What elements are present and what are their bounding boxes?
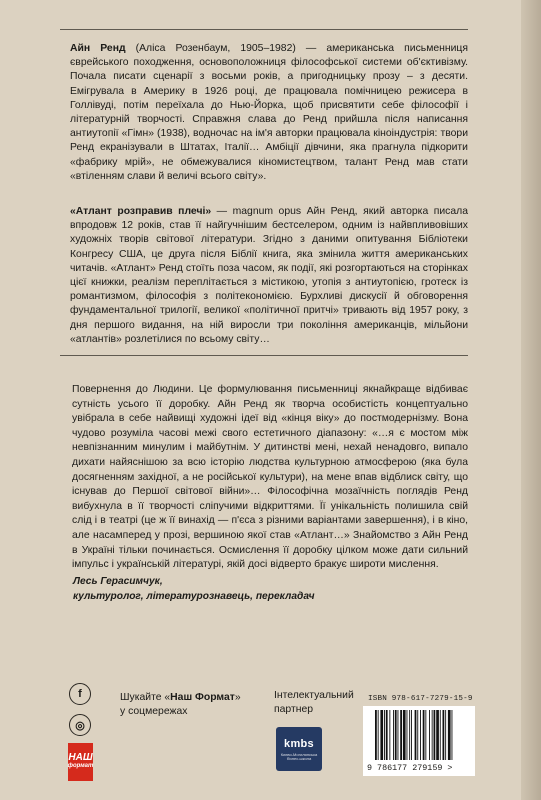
quote-author-role: культуролог, літературознавець, перекладач <box>73 591 315 602</box>
quote-author <box>73 574 315 604</box>
author-bio-paragraph <box>70 42 468 184</box>
critic-quote-text: Повернення до Людини. Це формулювання письменниці якнайкраще відбиває сутність усього її доробку. Айн Ренд як творча особистість концептуально увібрала в себе найвищі художні ідеї від «кінця віку» до постмодернізму. Вона чудово розуміла часові межі свого естетичного діапазону: «…я є мостом між невпізнанним минулим і майбутнім. У дитинстві мені, нехай ненадовго, випало дихати найяснішою за всю історію людства культурною атмосферою (яка була досягненням західної, а не російської культури), на мене впав відблиск світу, що існував до Першої світової війни»… Філософічна мозаїчність поглядів Ренд вибухнула в її творчості сліпучими відкриттями. Її унікальність полишила свій слід і в театрі (це ж її винахід — п'єса з різними варіантами завершення), і в кіно, але насамперед у прозі, вершиною якої став «Атлант…» Знайомство з Айн Ренд в Україні тільки починається. Осмислення її доробку цілком може дати сильний імпульс і українській літературі, якій досі відверто бракує широти мислення. <box>72 384 468 571</box>
isbn-label: ISBN 978-617-7279-15-9 <box>368 695 473 703</box>
social-line-1: Шукайте «Наш Формат» <box>120 692 241 703</box>
facebook-icon[interactable]: f <box>69 683 91 705</box>
social-call-to-action <box>120 691 241 719</box>
publisher-name: Наш Формат <box>170 692 235 703</box>
barcode-number: 9 786177 279159 > <box>367 763 453 773</box>
publisher-logo <box>68 743 93 781</box>
kmbs-logo-text: kmbs <box>284 737 314 750</box>
partner-line-1: Інтелектуальний <box>274 690 354 701</box>
instagram-icon[interactable]: ◎ <box>69 714 91 736</box>
partner-line-2: партнер <box>274 704 314 715</box>
kmbs-logo-subtitle: Києво-Могилянська бізнес-школа <box>280 751 318 761</box>
publisher-logo-line-2: формат <box>67 763 94 769</box>
author-bio-text: (Аліса Розенбаум, 1905–1982) — американська письменниця єврейського походження, основоположниця філософської системи об'єктивізму. Почала писати сценарії з восьми років, а пригодницьку прозу – з десяти. Емігрувала в Америку в 1926 році, де працювала помічницею режисера в Голлівуді, потім переїхала до Нью-Йорка, щоб присвятити себе філософії і літературній творчості. Справжня слава до Ренд прийшла після написання антиутопії «Гімн» (1938), водночас на ім'я авторки працювала кіноіндустрія: твори Ренд екранізували в Штатах, Італії… Амбіції дівчини, яка прагнула підкорити «фабрику мрій», не обмежувалися кіномистецтвом, талант Ренд мав стати «втіленням слави й величі всього світу». <box>70 43 468 182</box>
publisher-logo-line-1: НАШ <box>68 752 93 763</box>
barcode-icon <box>373 710 467 762</box>
middle-divider <box>60 355 468 356</box>
quote-author-name: Лесь Герасимчук, <box>73 576 163 587</box>
barcode-panel <box>363 706 475 776</box>
social-icons <box>69 683 99 745</box>
book-title: «Атлант розправив плечі» <box>70 206 212 217</box>
book-description-paragraph <box>70 205 468 347</box>
author-name: Айн Ренд <box>70 43 126 54</box>
book-description <box>70 205 468 347</box>
top-divider <box>60 29 468 30</box>
author-bio <box>70 42 468 184</box>
partner-label <box>274 689 354 717</box>
critic-quote <box>72 383 468 573</box>
kmbs-logo <box>276 727 322 771</box>
social-line-2: у соцмережах <box>120 706 188 717</box>
book-description-text: — magnum opus Айн Ренд, який авторка писала впродовж 12 років, став її найгучнішим бестселером, одним із найвпливовіших художніх творів світової літератури. Згідно з даними опитування Бібліотеки Конгресу США, це друга після Біблії книга, яка змінила життя американських читачів. «Атлант» Ренд стоїть поза часом, як події, які розгортаються на сторінках цієї книжки, реалізм переплітається з містикою, утопія з антиутопією, гротеск із романтизмом, філософія з політекономією. Бурхливі дискусії й обговорення фундаментальної трилогії, великої «політичної притчі» тривають від 1957 року, з дня першого видання, на ній виросли три покоління американців, мільйони «атлантів» розлетілися по всьому світу… <box>70 206 469 345</box>
book-spine-edge <box>521 0 541 800</box>
